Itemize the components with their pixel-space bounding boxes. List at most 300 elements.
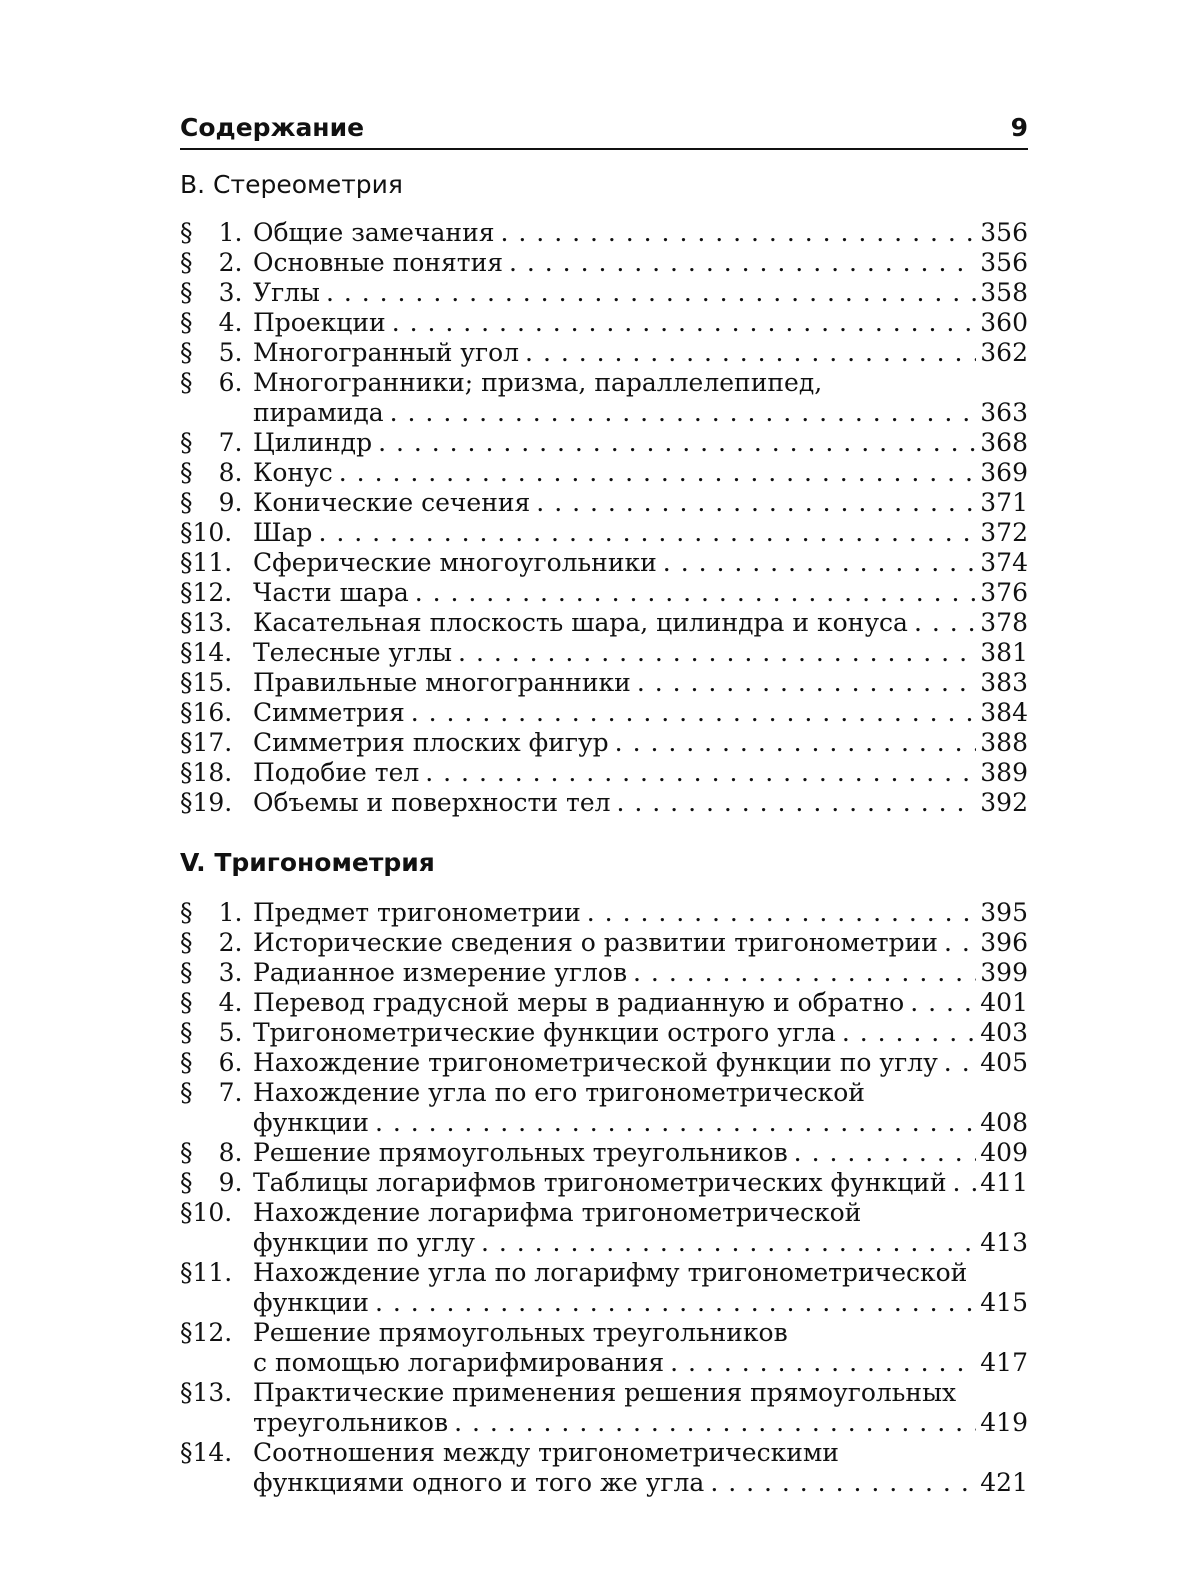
entry-page: 415 [980, 1288, 1028, 1317]
dot-leader [425, 758, 976, 788]
entry-page: 356 [980, 218, 1028, 247]
entry-page: 358 [980, 278, 1028, 307]
entry-page: 381 [980, 638, 1028, 667]
paragraph-sign: § [180, 1048, 193, 1077]
toc-entry [180, 248, 1028, 278]
entry-index: 10. [192, 1198, 233, 1227]
entry-title-line [253, 1468, 1028, 1498]
entry-number [180, 368, 253, 428]
toc-entry [180, 488, 1028, 518]
entry-number [180, 1168, 253, 1198]
entry-title-line: Нахождение угла по логарифму тригонометрической [253, 1258, 968, 1287]
entry-title-line [253, 1228, 1028, 1258]
paragraph-sign: § [180, 928, 193, 957]
toc-entry [180, 988, 1028, 1018]
entry-title: Симметрия плоских фигур [253, 728, 609, 757]
entry-page: 362 [980, 338, 1028, 367]
entry-index: 19. [192, 788, 233, 817]
entry-title-line [253, 608, 1028, 638]
paragraph-sign: § [180, 958, 193, 987]
entry-title-line: Соотношения между тригонометрическими [253, 1438, 839, 1467]
entry-index: 9. [218, 1168, 243, 1197]
paragraph-sign: § [180, 1138, 193, 1167]
entry-title: Общие замечания [253, 218, 495, 247]
entry-title: функции по углу [253, 1228, 475, 1257]
entry-index: 15. [192, 668, 233, 697]
entry-page: 405 [980, 1048, 1028, 1077]
entry-page: 396 [980, 928, 1028, 957]
paragraph-sign: § [180, 1258, 193, 1287]
entry-index: 14. [192, 1438, 233, 1467]
paragraph-sign: § [180, 218, 193, 247]
entry-number [180, 548, 253, 578]
paragraph-sign: § [180, 1318, 193, 1347]
entry-number [180, 308, 253, 338]
dot-leader [415, 578, 977, 608]
dot-leader [637, 668, 976, 698]
toc-list [180, 898, 1028, 1498]
entry-index: 13. [192, 1378, 233, 1407]
dot-leader [615, 728, 977, 758]
entry-title: Основные понятия [253, 248, 503, 277]
entry-number [180, 668, 253, 698]
entry-number [180, 788, 253, 818]
entry-body [253, 698, 1028, 728]
entry-page: 403 [980, 1018, 1028, 1047]
entry-index: 8. [218, 458, 243, 487]
entry-body [253, 518, 1028, 548]
paragraph-sign: § [180, 1078, 193, 1107]
entry-page: 369 [980, 458, 1028, 487]
entry-number [180, 638, 253, 668]
entry-number [180, 338, 253, 368]
entry-body [253, 958, 1028, 988]
paragraph-sign: § [180, 988, 193, 1017]
entry-body [253, 1168, 1028, 1198]
entry-index: 5. [218, 1018, 243, 1047]
entry-title-line [253, 1408, 1028, 1438]
paragraph-sign: § [180, 898, 193, 927]
entry-index: 5. [218, 338, 243, 367]
entry-title: пирамида [253, 398, 384, 427]
paragraph-sign: § [180, 428, 193, 457]
entry-title: Углы [253, 278, 320, 307]
entry-title: Нахождение тригонометрической функции по углу [253, 1048, 938, 1077]
entry-title-line [253, 1288, 1028, 1318]
entry-body [253, 458, 1028, 488]
entry-title: Шар [253, 518, 313, 547]
paragraph-sign: § [180, 608, 193, 637]
dot-leader [481, 1228, 976, 1258]
toc-entry [180, 1198, 1028, 1258]
entry-title-line [253, 1018, 1028, 1048]
dot-leader [339, 458, 977, 488]
entry-index: 2. [218, 928, 243, 957]
entry-title: Телесные углы [253, 638, 453, 667]
entry-index: 4. [218, 988, 243, 1017]
toc-list [180, 218, 1028, 818]
entry-page: 372 [980, 518, 1028, 547]
toc-entry [180, 1258, 1028, 1318]
entry-page: 413 [980, 1228, 1028, 1257]
dot-leader [454, 1408, 976, 1438]
entry-title-line: Решение прямоугольных треугольников [253, 1318, 788, 1347]
entry-page: 376 [980, 578, 1028, 607]
entry-title-line [253, 928, 1028, 958]
entry-number [180, 988, 253, 1018]
entry-number [180, 278, 253, 308]
entry-body [253, 578, 1028, 608]
toc-entry [180, 428, 1028, 458]
entry-title-line [253, 898, 1028, 928]
dot-leader [509, 248, 976, 278]
toc-entry [180, 518, 1028, 548]
entry-number [180, 1048, 253, 1078]
entry-title-line [253, 1348, 1028, 1378]
entry-title-line: Нахождение логарифма тригонометрической [253, 1198, 862, 1227]
entry-index: 1. [218, 218, 243, 247]
toc-entry [180, 698, 1028, 728]
entry-body [253, 898, 1028, 928]
entry-page: 417 [980, 1348, 1028, 1377]
toc-entry [180, 928, 1028, 958]
entry-page: 384 [980, 698, 1028, 727]
dot-leader [378, 428, 976, 458]
toc-entry [180, 578, 1028, 608]
entry-title-line [253, 458, 1028, 488]
entry-index: 12. [192, 1318, 233, 1347]
entry-number [180, 1198, 253, 1258]
entry-title: Цилиндр [253, 428, 373, 457]
entry-title-line [253, 518, 1028, 548]
entry-title-line [253, 488, 1028, 518]
entry-title: Части шара [253, 578, 409, 607]
dot-leader [617, 788, 977, 818]
section-title: В. Стереометрия [180, 170, 403, 199]
entry-body [253, 728, 1028, 758]
entry-index: 1. [218, 898, 243, 927]
entry-index: 17. [192, 728, 233, 757]
entry-title: Симметрия [253, 698, 405, 727]
toc-entry [180, 368, 1028, 428]
entry-title-line [253, 1168, 1028, 1198]
entry-number [180, 1318, 253, 1378]
paragraph-sign: § [180, 1168, 193, 1197]
entry-index: 2. [218, 248, 243, 277]
running-head-page-number: 9 [1010, 113, 1028, 142]
entry-number [180, 428, 253, 458]
entry-page: 411 [980, 1168, 1028, 1197]
toc-entry [180, 548, 1028, 578]
entry-body [253, 1198, 1028, 1258]
entry-title: Касательная плоскость шара, цилиндра и конуса [253, 608, 908, 637]
entry-body [253, 488, 1028, 518]
entry-title: Многогранный угол [253, 338, 520, 367]
paragraph-sign: § [180, 308, 193, 337]
entry-page: 356 [980, 248, 1028, 277]
entry-title-line: Нахождение угла по его тригонометрической [253, 1078, 865, 1107]
entry-number [180, 248, 253, 278]
entry-body [253, 548, 1028, 578]
entry-title: Правильные многогранники [253, 668, 631, 697]
entry-title: Предмет тригонометрии [253, 898, 581, 927]
entry-title-line [253, 218, 1028, 248]
entry-title-line [253, 308, 1028, 338]
entry-title: треугольников [253, 1408, 449, 1437]
paragraph-sign: § [180, 638, 193, 667]
paragraph-sign: § [180, 788, 193, 817]
paragraph-sign: § [180, 248, 193, 277]
dot-leader [390, 398, 977, 428]
toc-entry [180, 758, 1028, 788]
dot-leader [536, 488, 976, 518]
entry-number [180, 758, 253, 788]
dot-leader [375, 1288, 976, 1318]
toc-page [180, 108, 1028, 1498]
dot-leader [318, 518, 976, 548]
paragraph-sign: § [180, 368, 193, 397]
paragraph-sign: § [180, 1378, 193, 1407]
dot-leader [633, 958, 976, 988]
entry-title: Подобие тел [253, 758, 420, 787]
entry-title: Сферические многоугольники [253, 548, 657, 577]
toc-entry [180, 218, 1028, 248]
toc-entry [180, 788, 1028, 818]
entry-title-line [253, 638, 1028, 668]
entry-title-line [253, 1048, 1028, 1078]
entry-body [253, 278, 1028, 308]
paragraph-sign: § [180, 458, 193, 487]
entry-page: 374 [980, 548, 1028, 577]
entry-page: 360 [980, 308, 1028, 337]
entry-title-line [253, 698, 1028, 728]
entry-title-line [253, 788, 1028, 818]
entry-number [180, 958, 253, 988]
entry-index: 8. [218, 1138, 243, 1167]
entry-page: 409 [980, 1138, 1028, 1167]
toc-entry [180, 458, 1028, 488]
dot-leader [663, 548, 976, 578]
entry-index: 6. [218, 1048, 243, 1077]
entry-title: Тригонометрические функции острого угла [253, 1018, 836, 1047]
dot-leader [842, 1018, 976, 1048]
paragraph-sign: § [180, 488, 193, 517]
entry-body [253, 928, 1028, 958]
entry-page: 392 [980, 788, 1028, 817]
entry-number [180, 1138, 253, 1168]
entry-index: 13. [192, 608, 233, 637]
paragraph-sign: § [180, 1198, 193, 1227]
entry-page: 363 [980, 398, 1028, 427]
entry-title-line [253, 668, 1028, 698]
entry-title: Проекции [253, 308, 386, 337]
entry-index: 9. [218, 488, 243, 517]
entry-title-line: Практические применения решения прямоугольных [253, 1378, 957, 1407]
dot-leader [587, 898, 977, 928]
entry-page: 408 [980, 1108, 1028, 1137]
entry-body [253, 788, 1028, 818]
entry-index: 3. [218, 958, 243, 987]
entry-title: Конус [253, 458, 333, 487]
entry-body [253, 368, 1028, 428]
entry-page: 395 [980, 898, 1028, 927]
toc-entry [180, 728, 1028, 758]
entry-title: с помощью логарифмирования [253, 1348, 665, 1377]
dot-leader [710, 1468, 976, 1498]
toc-entry [180, 1018, 1028, 1048]
toc-entry [180, 638, 1028, 668]
entry-body [253, 338, 1028, 368]
entry-title: Решение прямоугольных треугольников [253, 1138, 788, 1167]
toc-entry [180, 1318, 1028, 1378]
table-of-contents [180, 170, 1028, 1498]
entry-title-line [253, 988, 1028, 1018]
toc-entry [180, 278, 1028, 308]
entry-title-line [253, 578, 1028, 608]
paragraph-sign: § [180, 698, 193, 727]
toc-entry [180, 1048, 1028, 1078]
entry-title-line: Многогранники; призма, параллелепипед, [253, 368, 823, 397]
entry-index: 16. [192, 698, 233, 727]
paragraph-sign: § [180, 1438, 193, 1467]
entry-body [253, 1318, 1028, 1378]
dot-leader [944, 928, 976, 958]
dot-leader [953, 1168, 977, 1198]
entry-number [180, 488, 253, 518]
dot-leader [326, 278, 976, 308]
entry-body [253, 1048, 1028, 1078]
entry-title-line [253, 1108, 1028, 1138]
dot-leader [670, 1348, 976, 1378]
entry-body [253, 1378, 1028, 1438]
entry-body [253, 638, 1028, 668]
entry-index: 11. [192, 1258, 233, 1287]
entry-body [253, 218, 1028, 248]
entry-index: 4. [218, 308, 243, 337]
entry-title: Таблицы логарифмов тригонометрических функций [253, 1168, 947, 1197]
entry-number [180, 578, 253, 608]
entry-body [253, 1438, 1028, 1498]
entry-index: 7. [218, 428, 243, 457]
entry-page: 399 [980, 958, 1028, 987]
entry-number [180, 1078, 253, 1138]
entry-body [253, 608, 1028, 638]
entry-number [180, 1018, 253, 1048]
entry-title: Исторические сведения о развитии тригонометрии [253, 928, 938, 957]
entry-number [180, 1378, 253, 1438]
entry-body [253, 308, 1028, 338]
toc-entry [180, 1138, 1028, 1168]
dot-leader [910, 988, 976, 1018]
dot-leader [914, 608, 976, 638]
entry-title-line [253, 248, 1028, 278]
paragraph-sign: § [180, 338, 193, 367]
entry-number [180, 898, 253, 928]
toc-entry [180, 1168, 1028, 1198]
entry-title: Радианное измерение углов [253, 958, 628, 987]
entry-number [180, 218, 253, 248]
paragraph-sign: § [180, 278, 193, 307]
entry-title: функции [253, 1288, 369, 1317]
entry-body [253, 1018, 1028, 1048]
entry-body [253, 1258, 1028, 1318]
entry-body [253, 758, 1028, 788]
paragraph-sign: § [180, 578, 193, 607]
entry-number [180, 1258, 253, 1318]
entry-page: 401 [980, 988, 1028, 1017]
entry-index: 12. [192, 578, 233, 607]
toc-entry [180, 608, 1028, 638]
entry-index: 6. [218, 368, 243, 397]
dot-leader [501, 218, 977, 248]
toc-entry [180, 1438, 1028, 1498]
running-head [180, 108, 1028, 150]
entry-page: 368 [980, 428, 1028, 457]
entry-number [180, 1438, 253, 1498]
entry-body [253, 1078, 1028, 1138]
entry-number [180, 698, 253, 728]
paragraph-sign: § [180, 728, 193, 757]
entry-number [180, 928, 253, 958]
entry-body [253, 248, 1028, 278]
paragraph-sign: § [180, 548, 193, 577]
entry-title-line [253, 958, 1028, 988]
dot-leader [525, 338, 976, 368]
entry-title: функции [253, 1108, 369, 1137]
section-title: V. Тригонометрия [180, 848, 435, 877]
entry-page: 383 [980, 668, 1028, 697]
entry-title-line [253, 728, 1028, 758]
paragraph-sign: § [180, 1018, 193, 1047]
entry-body [253, 428, 1028, 458]
entry-page: 378 [980, 608, 1028, 637]
dot-leader [392, 308, 977, 338]
toc-entry [180, 1078, 1028, 1138]
entry-number [180, 608, 253, 638]
dot-leader [411, 698, 977, 728]
paragraph-sign: § [180, 668, 193, 697]
entry-title-line [253, 428, 1028, 458]
toc-entry [180, 898, 1028, 928]
entry-number [180, 458, 253, 488]
toc-entry [180, 668, 1028, 698]
entry-page: 421 [980, 1468, 1028, 1497]
toc-entry [180, 338, 1028, 368]
entry-page: 388 [980, 728, 1028, 757]
entry-title: Объемы и поверхности тел [253, 788, 611, 817]
entry-page: 389 [980, 758, 1028, 787]
toc-entry [180, 1378, 1028, 1438]
toc-entry [180, 958, 1028, 988]
dot-leader [375, 1108, 976, 1138]
entry-title-line [253, 758, 1028, 788]
dot-leader [794, 1138, 977, 1168]
entry-index: 11. [192, 548, 233, 577]
entry-title-line [253, 338, 1028, 368]
entry-number [180, 518, 253, 548]
running-head-title: Содержание [180, 113, 365, 142]
entry-index: 3. [218, 278, 243, 307]
dot-leader [458, 638, 976, 668]
entry-title-line [253, 278, 1028, 308]
entry-body [253, 668, 1028, 698]
entry-index: 7. [218, 1078, 243, 1107]
entry-title-line [253, 398, 1028, 428]
entry-title-line [253, 548, 1028, 578]
paragraph-sign: § [180, 518, 193, 547]
entry-title: Перевод градусной меры в радианную и обратно [253, 988, 905, 1017]
entry-page: 371 [980, 488, 1028, 517]
